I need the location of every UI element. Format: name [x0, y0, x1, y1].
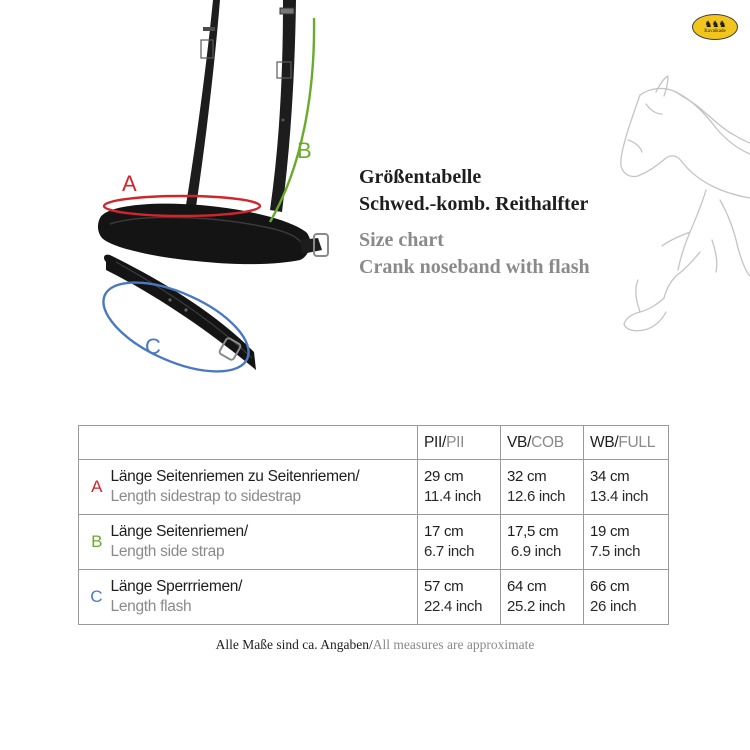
value-cell: 34 cm 13.4 inch [584, 460, 669, 515]
header-vb: VB/COB [501, 426, 584, 460]
brand-name: Kavalkade [704, 28, 726, 34]
value-cell: 29 cm 11.4 inch [418, 460, 501, 515]
row-label-de: Länge Sperrriemen/ [110, 578, 243, 595]
header-pii: PII/PII [418, 426, 501, 460]
title-de-line2: Schwed.-komb. Reithalfter [359, 193, 589, 215]
title-en-line2: Crank noseband with flash [359, 256, 590, 278]
size-table [78, 425, 669, 625]
value-cell: 17 cm 6.7 inch [418, 515, 501, 570]
row-label-de: Länge Seitenriemen/ [110, 523, 248, 540]
horse-sketch [621, 76, 750, 331]
label-b: B [297, 138, 312, 163]
title-block [359, 164, 590, 281]
brand-logo [692, 14, 738, 40]
table-row [79, 460, 669, 515]
row-label-en: Length flash [110, 598, 192, 615]
cheek-straps [186, 0, 296, 212]
row-letter-a: A [91, 477, 103, 496]
footnote [0, 637, 750, 653]
footnote-de: Alle Maße sind ca. Angaben/ [215, 637, 373, 652]
table-row [79, 515, 669, 570]
title-de-line1: Größentabelle [359, 166, 482, 188]
row-letter-c: C [90, 587, 103, 606]
row-label-en: Length side strap [110, 543, 225, 560]
value-cell: 57 cm 22.4 inch [418, 570, 501, 625]
header-wb: WB/FULL [584, 426, 669, 460]
horses-icon: ♞♞♞ [704, 18, 726, 29]
table-row [79, 570, 669, 625]
value-cell: 17,5 cm 6.9 inch [501, 515, 584, 570]
value-cell: 64 cm 25.2 inch [501, 570, 584, 625]
value-cell: 19 cm 7.5 inch [584, 515, 669, 570]
row-letter-b: B [91, 532, 103, 551]
label-a: A [122, 171, 137, 196]
flash-strap [104, 255, 256, 370]
row-label-de: Länge Seitenriemen zu Seitenriemen/ [110, 468, 360, 485]
value-cell: 32 cm 12.6 inch [501, 460, 584, 515]
table-header-row [79, 426, 669, 460]
title-en-line1: Size chart [359, 229, 444, 251]
value-cell: 66 cm 26 inch [584, 570, 669, 625]
measure-ring-c [91, 264, 261, 390]
footnote-en: All measures are approximate [372, 637, 535, 652]
label-c: C [145, 334, 161, 359]
row-label-en: Length sidestrap to sidestrap [110, 488, 301, 505]
